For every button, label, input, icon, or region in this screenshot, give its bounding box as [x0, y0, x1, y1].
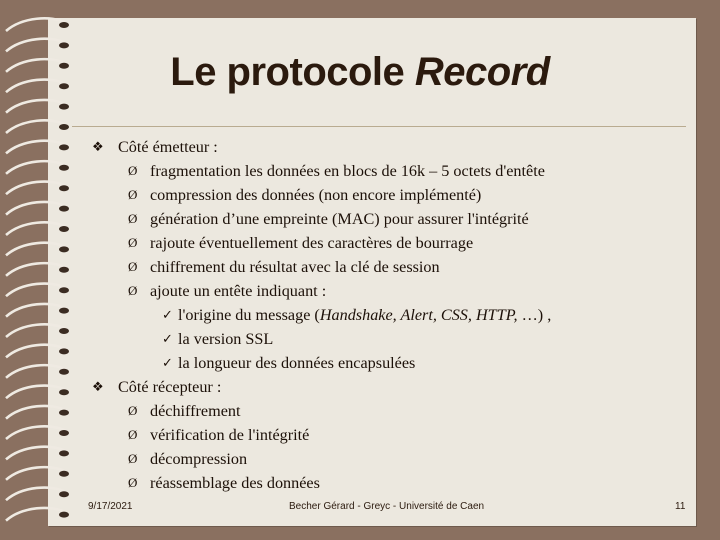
spiral-hole: [59, 512, 69, 518]
spiral-hole: [59, 491, 69, 497]
spiral-hole: [59, 246, 69, 252]
sub-bullet-text: décompression: [150, 450, 248, 468]
check-bullet-italic: Handshake, Alert, CSS, HTTP,: [319, 306, 518, 324]
sub-bullet: [128, 184, 481, 206]
sub-bullet: [128, 424, 309, 446]
footer-page-number: 11: [675, 501, 686, 512]
spiral-hole: [59, 226, 69, 232]
spiral-ring: [6, 263, 66, 276]
arrow-bullet-icon: Ø: [128, 403, 138, 418]
check-icon: ✓: [162, 331, 173, 346]
sub-bullet: [128, 448, 247, 470]
spiral-ring: [6, 365, 66, 378]
spiral-hole: [59, 144, 69, 150]
arrow-bullet-icon: Ø: [128, 451, 138, 466]
arrow-bullet-icon: Ø: [128, 211, 138, 226]
bullet-label: Côté récepteur :: [118, 378, 222, 396]
check-bullet: [162, 304, 551, 326]
spiral-hole: [59, 471, 69, 477]
title-emphasis: Record: [414, 50, 550, 94]
sub-bullet: [128, 208, 529, 230]
spiral-ring: [6, 386, 66, 399]
spiral-ring: [6, 406, 66, 419]
sub-bullet-text: ajoute un entête indiquant :: [150, 282, 327, 300]
spiral-hole: [59, 22, 69, 28]
spiral-ring: [6, 18, 66, 31]
spiral-ring: [6, 426, 66, 439]
check-icon: ✓: [162, 307, 173, 322]
sub-bullet-text: vérification de l'intégrité: [150, 426, 310, 444]
spiral-hole: [59, 124, 69, 130]
sub-bullet-text: réassemblage des données: [150, 474, 320, 492]
arrow-bullet-icon: Ø: [128, 163, 138, 178]
check-bullet-suffix: …) ,: [517, 306, 552, 324]
sub-bullet-text: chiffrement du résultat avec la clé de session: [150, 258, 440, 276]
bullet-label: Côté émetteur :: [118, 138, 218, 156]
spiral-ring: [6, 324, 66, 337]
check-bullet-text: l'origine du message (: [178, 306, 320, 324]
spiral-hole: [59, 308, 69, 314]
spiral-ring: [6, 141, 66, 154]
footer-date: 9/17/2021: [88, 501, 133, 512]
diamond-icon: ❖: [92, 139, 104, 154]
bullet-receiver: [92, 376, 221, 398]
arrow-bullet-icon: Ø: [128, 235, 138, 250]
check-bullet: [162, 352, 415, 374]
spiral-ring: [6, 100, 66, 113]
check-bullet-text: la longueur des données encapsulées: [178, 354, 416, 372]
spiral-hole: [59, 206, 69, 212]
bullet-emitter: [92, 136, 218, 158]
spiral-ring: [6, 488, 66, 501]
check-icon: ✓: [162, 355, 173, 370]
spiral-ring: [6, 202, 66, 215]
spiral-hole: [59, 430, 69, 436]
sub-bullet: [128, 472, 320, 494]
sub-bullet: [128, 232, 473, 254]
title-text: Le protocole: [170, 50, 415, 94]
arrow-bullet-icon: Ø: [128, 475, 138, 490]
spiral-ring: [6, 222, 66, 235]
spiral-hole: [59, 104, 69, 110]
spiral-ring: [6, 182, 66, 195]
spiral-hole: [59, 165, 69, 171]
spiral-hole: [59, 369, 69, 375]
sub-bullet-text: génération d’une empreinte (MAC) pour assurer l'intégrité: [150, 210, 529, 228]
spiral-ring: [6, 467, 66, 480]
check-bullet-text: la version SSL: [178, 330, 274, 348]
spiral-hole: [59, 410, 69, 416]
sub-bullet: [128, 280, 326, 302]
spiral-hole: [59, 185, 69, 191]
spiral-hole: [59, 42, 69, 48]
arrow-bullet-icon: Ø: [128, 283, 138, 298]
spiral-hole: [59, 389, 69, 395]
arrow-bullet-icon: Ø: [128, 427, 138, 442]
arrow-bullet-icon: Ø: [128, 187, 138, 202]
check-bullet: [162, 328, 273, 350]
sub-bullet: [128, 160, 545, 182]
spiral-ring: [6, 345, 66, 358]
spiral-ring: [6, 304, 66, 317]
sub-bullet: [128, 400, 241, 422]
spiral-ring: [6, 508, 66, 521]
slide-title: [0, 50, 720, 95]
spiral-hole: [59, 267, 69, 273]
sub-bullet-text: compression des données (non encore implémenté): [150, 186, 482, 204]
sub-bullet-text: fragmentation les données en blocs de 16k – 5 octets d'entête: [150, 162, 545, 180]
spiral-hole: [59, 287, 69, 293]
footer-author: Becher Gérard - Greyc - Université de Caen: [289, 501, 485, 512]
spiral-ring: [6, 243, 66, 256]
arrow-bullet-icon: Ø: [128, 259, 138, 274]
spiral-ring: [6, 120, 66, 133]
sub-bullet: [128, 256, 440, 278]
spiral-ring: [6, 447, 66, 460]
spiral-hole: [59, 348, 69, 354]
spiral-ring: [6, 284, 66, 297]
spiral-hole: [59, 328, 69, 334]
spiral-hole: [59, 450, 69, 456]
title-divider: [72, 126, 686, 127]
diamond-icon: ❖: [92, 379, 104, 394]
sub-bullet-text: rajoute éventuellement des caractères de bourrage: [150, 234, 474, 252]
spiral-ring: [6, 161, 66, 174]
sub-bullet-text: déchiffrement: [150, 402, 241, 420]
